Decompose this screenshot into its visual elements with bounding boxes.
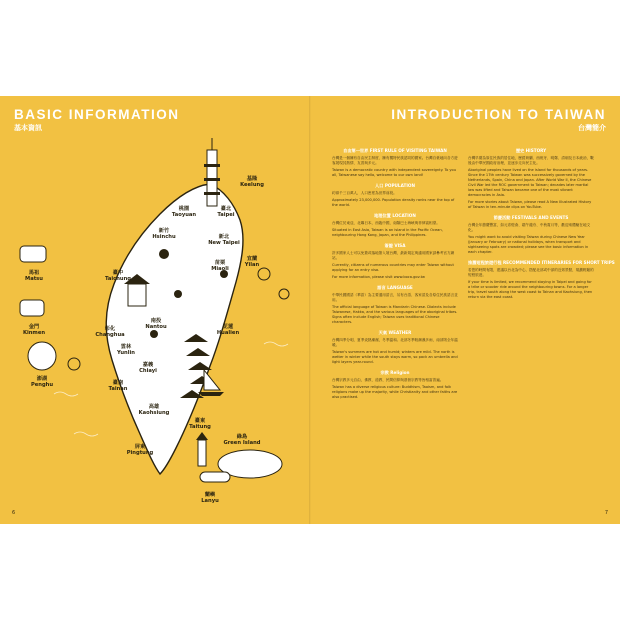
map-label-chiayi: 嘉義 Chiayi	[139, 362, 157, 374]
section-paragraph: 台灣是一個擁有自由民主制度、擁有獨特民族認同的國家。台灣自豪地向各方遊客展現其熱情、友善與多元。	[332, 156, 458, 165]
section	[332, 370, 458, 400]
map-label-yilan: 宜蘭 Yilan	[244, 256, 260, 268]
section-paragraph: Currently, citizens of numerous countries may enter Taiwan without applying for an entry visa.	[332, 263, 454, 272]
section-heading: 自由第一世界 FIRST RULE OF VISITING TAIWAN	[343, 148, 447, 153]
map-label-kaohsiung: 高雄 Kaohsiung	[138, 404, 170, 416]
section-heading: 節慶活動 FESTIVALS AND EVENTS	[493, 215, 569, 220]
section	[468, 215, 594, 255]
section-paragraph: 台灣早期為原住民族的居住地，歷經荷蘭、西班牙、明鄭、清朝及日本統治，戰後由中華民國政府治理，並逐步走向民主化。	[468, 156, 594, 165]
section-paragraph: Taiwan's summers are hot and humid; winters are mild. The north is wetter in winter while the south stays warm, so pack an umbrella and light layers year-round.	[332, 350, 458, 364]
section	[332, 213, 458, 238]
section-paragraph: Situated in East Asia, Taiwan is an island in the Pacific Ocean, neighbouring Hong Kong, Japan, and the Philippines.	[332, 228, 443, 237]
right-page-subtitle: 台灣簡介	[578, 124, 606, 132]
section	[332, 183, 458, 208]
section-paragraph: 許多國家人士可以免簽或落地簽入境台灣，最新規定與適用國家請參考官方網站。	[332, 251, 455, 260]
section-heading: 推薦短程旅遊行程 RECOMMENDED ITINERARIES FOR SHORT TRIPS	[468, 260, 615, 265]
map-label-green-island: 綠島 Green Island	[223, 434, 261, 446]
taiwan-illustrated-map	[14, 134, 314, 514]
section-paragraph: The official language of Taiwan is Mandarin Chinese. Dialects include Taiwanese, Hakka, and the various languages of the aboriginal tribes. Signs often include English; Taiwan uses traditional Chinese characters.	[332, 305, 458, 324]
section-heading: 歷史 HISTORY	[515, 148, 547, 153]
map-label-kinmen: 金門 Kinmen	[22, 324, 46, 336]
section-paragraph: Aboriginal peoples have lived on the island for thousands of years. Since the 17th century Taiwan was successively governed by the Netherlands, Spain, China and Japan. After World War II, the Chinese Civil War led the ROC government to Taiwan; decades later martial law was lifted and Taiwan became one of the most vibrant democracies in Asia.	[468, 168, 592, 197]
section-paragraph: 約兩千三百萬人，人口密度為世界前段。	[332, 191, 397, 195]
map-label-hualien: 花蓮 Hualien	[216, 324, 240, 336]
section	[332, 148, 458, 178]
section-heading: 宗教 Religion	[380, 370, 410, 375]
map-label-matsu: 馬祖 Matsu	[25, 270, 43, 282]
map-label-taichung: 臺中 Taichung	[104, 270, 132, 282]
section-paragraph: If your time is limited, we recommend staying in Taipei and going for a trike or scooter ride around the neighbouring towns. For a longer trip, travel south along the west coast to Tainan and Kaohsiung, then return via the east coast.	[468, 280, 593, 299]
intro-column-2	[468, 148, 615, 305]
right-page-title: INTRODUCTION TO TAIWAN	[391, 107, 606, 122]
map-label-taipei: 臺北 Taipei	[217, 206, 235, 218]
map-label-nantou: 南投 Nantou	[145, 318, 167, 330]
section-paragraph: 台灣位於東亞，北鄰日本，西臨中國，南隔巴士海峽與菲律賓相望。	[332, 221, 440, 225]
left-page-subtitle: 基本資訊	[14, 124, 42, 132]
left-page-title: BASIC INFORMATION	[14, 107, 180, 122]
section	[332, 330, 458, 365]
section-paragraph: 台灣四季分明，夏季炎熱潮濕，冬季溫和。北部冬季較潮濕多雨，南部則全年溫暖。	[332, 338, 458, 347]
section-heading: 簽證 VISA	[384, 243, 406, 248]
section-paragraph: Taiwan is a democratic country with independent sovereignty. To you all, Taiwanese say hello, welcome to our own land!	[332, 168, 457, 177]
section	[468, 260, 615, 300]
map-label-taoyuan: 桃園 Taoyuan	[171, 206, 197, 218]
intro-column-1	[332, 148, 458, 405]
map-label-taitung: 臺東 Taitung	[189, 418, 211, 430]
page-number-right: 7	[604, 510, 608, 516]
section-paragraph: Taiwan has a diverse religious culture: Buddhism, Taoism, and folk religions make up the majority, while Christianity and other faiths are also practised.	[332, 385, 458, 399]
map-label-hsinchu: 新竹 Hsinchu	[152, 228, 176, 240]
section	[332, 243, 458, 280]
section-heading: 天氣 WEATHER	[378, 330, 412, 335]
page-number-left: 6	[12, 510, 16, 516]
map-label-changhua: 彰化 Changhua	[95, 326, 125, 338]
map-label-pingtung: 屏東 Pingtung	[126, 444, 154, 456]
map-label-miaoli: 苗栗 Miaoli	[211, 260, 229, 272]
map-label-penghu: 澎湖 Penghu	[30, 376, 54, 388]
map-label-lanyu: 蘭嶼 Lanyu	[201, 492, 219, 504]
section-paragraph: 中華民國國語（華語）為主要通用語言，另有台語、客家語及各原住民族語言並用。	[332, 293, 458, 302]
section-paragraph: For more stories about Taiwan, please read A New Illustrated History of Taiwan in ten-minute clips on YouTube.	[468, 200, 592, 209]
section-paragraph: 台灣全年節慶豐富，如元宵燈會、端午龍舟、中秋賞月等，歡迎來體驗在地文化。	[468, 223, 591, 232]
map-label-yunlin: 雲林 Yunlin	[116, 344, 136, 356]
map-label-keelung: 基隆 Keelung	[240, 176, 264, 188]
section-paragraph: 台灣宗教多元自由，佛教、道教、民間信仰與基督宗教等皆相當普遍。	[332, 378, 444, 382]
lighthouse-icon	[196, 432, 208, 466]
map-label-tainan: 臺南 Tainan	[108, 380, 128, 392]
book-spread	[0, 96, 620, 524]
section-paragraph: For more information, please visit www.boca.gov.tw	[332, 275, 425, 279]
section	[332, 285, 458, 325]
section	[468, 148, 594, 210]
section-heading: 人口 POPULATION	[375, 183, 415, 188]
section-paragraph: 若您的時間有限，建議以台北為中心，搭配北部或中部的近郊景點，規劃輕鬆的短程旅遊。	[468, 268, 594, 277]
section-paragraph: You might want to avoid visiting Taiwan during Chinese New Year (January or February) or national holidays, when transport and sightseeing spots are crowded; please see the basic information in each chapter.	[468, 235, 589, 254]
section-paragraph: Approximately 23,000,000. Population density ranks near the top of the world.	[332, 198, 455, 207]
section-heading: 地理位置 LOCATION	[374, 213, 416, 218]
map-label-new-taipei: 新北 New Taipei	[208, 234, 240, 246]
section-heading: 語言 LANGUAGE	[377, 285, 413, 290]
